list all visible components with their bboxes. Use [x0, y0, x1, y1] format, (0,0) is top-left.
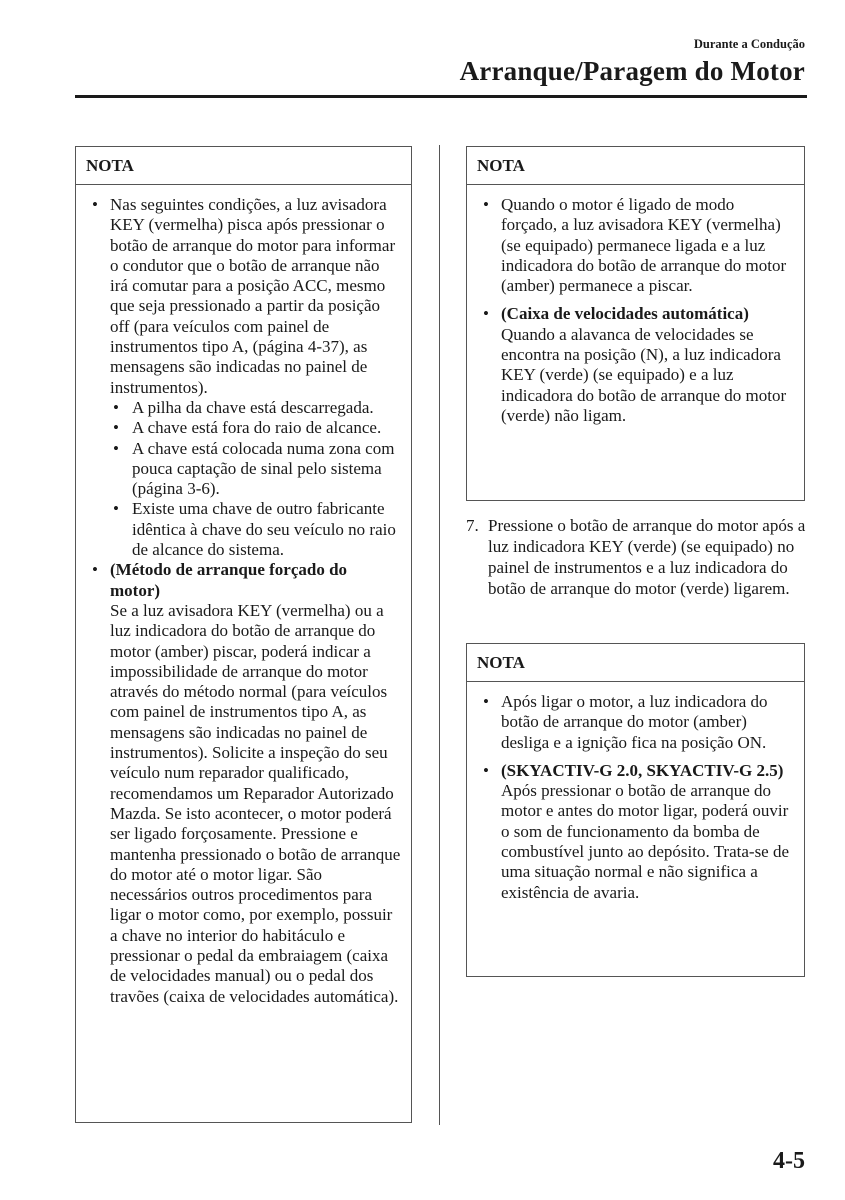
- condition-item: • Existe uma chave de outro fabricante idêntica à chave do seu veículo no raio de alcance do sistema.: [110, 499, 401, 560]
- step-number: 7.: [466, 516, 479, 535]
- note-title: NOTA: [467, 644, 804, 682]
- condition-item: • A pilha da chave está descarregada.: [110, 398, 401, 418]
- note-bullet-conditions: [86, 195, 401, 560]
- note-bullet-heading: (SKYACTIV-G 2.0, SKYACTIV-G 2.5): [501, 760, 784, 780]
- step-text: Pressione o botão de arranque do motor após a luz indicadora KEY (verde) (se equipado) no painel de instrumentos e a luz indicadora do botão de arranque do motor (verde) ligarem.: [488, 516, 806, 598]
- section-label: Durante a Condução: [693, 37, 805, 51]
- note-bullet-automatic: [477, 304, 794, 426]
- note-bullet-text: Se a luz avisadora KEY (vermelha) ou a luz indicadora do botão de arranque do motor (amber) piscar, poderá indicar a impossibilidade de arranque do motor através do método normal (para veículos com painel de instrumentos tipo A, as mensagens são indicadas no painel de instrumentos). Solicite a inspeção do seu veículo num reparador qualificado, recomendamos um Reparador Autorizado Mazda. Se isto acontecer, o motor poderá ser ligado forçosamente. Pressione e mantenha pressionado o botão de arranque do motor até o motor ligar. São necessários outros procedimentos para ligar o motor como, por exemplo, possuir a chave no interior do habitáculo e pressionar o pedal da embraiagem (caixa de velocidades manual) ou o pedal dos travões (caixa de velocidades automática).: [110, 600, 401, 1006]
- note-bullet: • Após ligar o motor, a luz indicadora do botão de arranque do motor (amber) desliga e a ignição fica na posição ON.: [477, 692, 794, 753]
- note-bullets: [86, 195, 401, 1007]
- note-bullet-forced-start: [86, 560, 401, 1007]
- note-bullet-heading: (Método de arranque forçado do motor): [110, 560, 348, 600]
- left-note-box: [75, 146, 412, 1123]
- note-bullet-text: Quando a alavanca de velocidades se encontra na posição (N), a luz indicadora KEY (verde) (se equipado) e a luz indicadora do botão de arranque do motor (verde) não ligam.: [501, 324, 787, 425]
- column-divider: [439, 145, 440, 1125]
- step-7: [466, 515, 806, 599]
- condition-item: • A chave está colocada numa zona com pouca captação de sinal pelo sistema (página 3-6).: [110, 439, 401, 500]
- note-bullets: [477, 692, 794, 903]
- note-bullet: • Quando o motor é ligado de modo forçado, a luz avisadora KEY (vermelha) (se equipado) permanece ligada e a luz indicadora do botão de arranque do motor (amber) permanece a piscar.: [477, 195, 794, 296]
- right-note-box-2: [466, 643, 805, 977]
- page-number: 4-5: [773, 1148, 805, 1174]
- condition-sublist: [110, 398, 401, 560]
- note-bullet-heading: (Caixa de velocidades automática): [501, 304, 749, 324]
- note-bullet-text: Nas seguintes condições, a luz avisadora KEY (vermelha) pisca após pressionar o botão de arranque do motor para informar o condutor que o botão de arranque não irá comutar para a posição ACC, mesmo que seja pressionado a partir da posição off (para veículos com painel de instrumentos tipo A, (página 4-37), as mensagens são indicadas no painel de instrumentos).: [110, 195, 396, 397]
- condition-item: • A chave está fora do raio de alcance.: [110, 418, 401, 438]
- note-title: NOTA: [467, 147, 804, 185]
- title-rule: [75, 95, 807, 98]
- note-bullets: [477, 195, 794, 426]
- right-note-box-1: [466, 146, 805, 501]
- note-title: NOTA: [76, 147, 411, 185]
- note-bullet-text: Após pressionar o botão de arranque do motor e antes do motor ligar, poderá ouvir o som de funcionamento da bomba de combustível junto ao depósito. Trata-se de uma situação normal e não significa a existência de avaria.: [501, 781, 790, 902]
- note-bullet-skyactiv: [477, 761, 794, 903]
- chapter-title: Arranque/Paragem do Motor: [459, 56, 805, 86]
